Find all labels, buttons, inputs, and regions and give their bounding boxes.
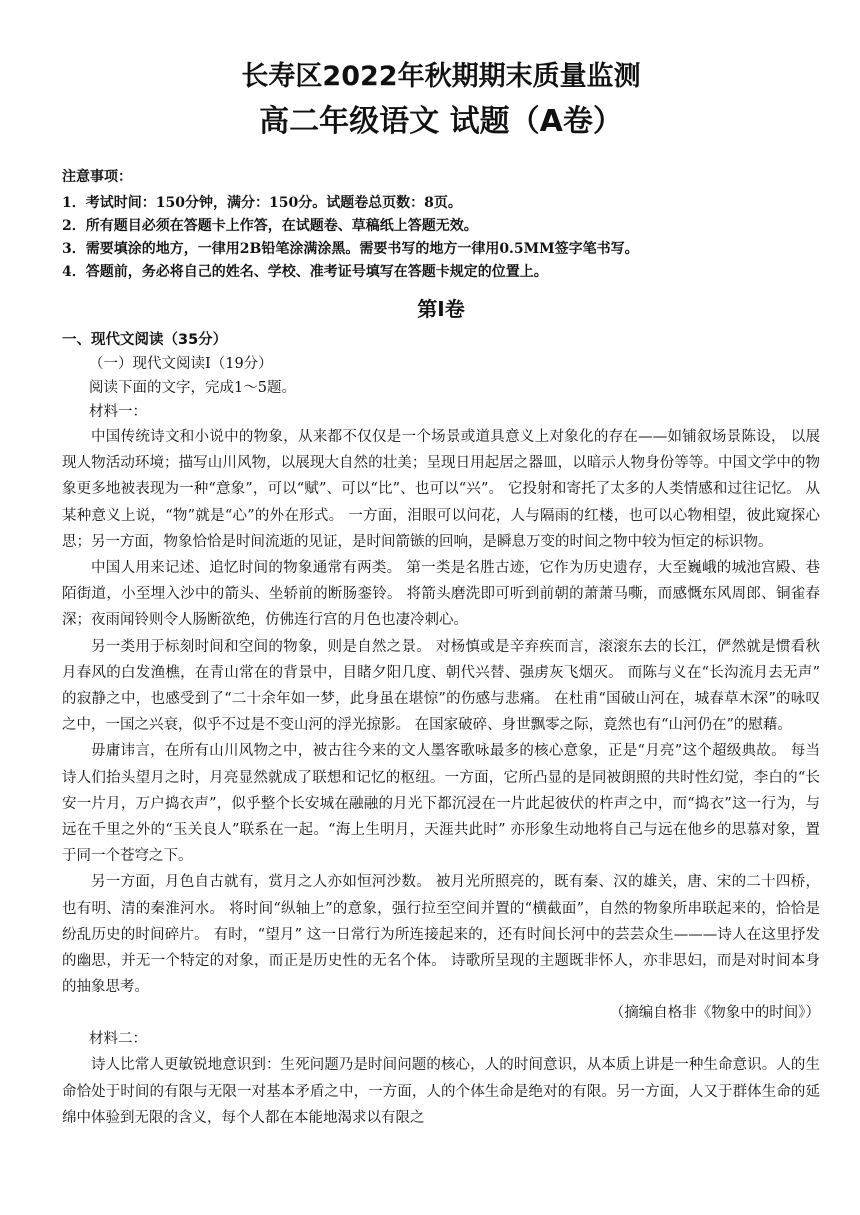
section-instruction: 阅读下面的文字，完成1～5题。	[89, 380, 296, 396]
notice-item-1: 1．考试时间：150分钟，满分：150分。试题卷总页数：8页。	[62, 195, 462, 211]
reading-section	[62, 328, 820, 1131]
notice-heading: 注意事项：	[62, 169, 132, 185]
section-subheading: （一）现代文阅读Ⅰ（19分）	[89, 356, 273, 372]
paragraph-5: 另一方面，月色自古就有，赏月之人亦如恒河沙数。 被月光所照亮的，既有秦、汉的雄关，唐、宋的二十四桥，也有明、清的秦淮河水。 将时间“纵轴上”的意象，强行拉至空间并置的“横截面”，自然的物象所串联起来的，恰恰是纷乱历史的时间碎片。 有时，“望月” 这一日常行为所连接起来的，还有时间长河中的芸芸众生———诗人在这里抒发的幽思，并无一个特定的对象，而正是历史性的无名个体。 诗歌所呈现的主题既非怀人，亦非思妇，而是对时间本身的抽象思考。	[62, 874, 820, 996]
paragraph-4: 毋庸讳言，在所有山川风物之中，被古往今来的文人墨客歌咏最多的核心意象，正是“月亮”这个超级典故。 每当诗人们抬头望月之时，月亮显然就成了联想和记忆的枢纽。一方面，它所凸显的是同被朗照的共时性幻觉，李白的“长安一片月，万户捣衣声”，似乎整个长安城在融融的月光下都沉浸在一片此起彼伏的杵声之中，而“捣衣”这一行为，与远在千里之外的“玉关良人”联系在一起。“海上生明月，天涯共此时” 亦形象生动地将自己与远在他乡的思慕对象，置于同一个苍穹之下。	[62, 743, 820, 865]
volume-label: 第I卷	[417, 297, 465, 321]
notice-item-4: 4．答题前，务必将自己的姓名、学校、准考证号填写在答题卡规定的位置上。	[62, 264, 548, 280]
material-1-label: 材料一：	[89, 404, 147, 420]
section-heading: 一、现代文阅读（35分）	[62, 332, 228, 348]
notice-item-2: 2．所有题目必须在答题卡上作答，在试题卷、草稿纸上答题无效。	[62, 218, 478, 234]
source-citation: （摘编自格非《物象中的时间》）	[609, 1005, 820, 1022]
paragraph-3: 另一类用于标刻时间和空间的物象，则是自然之景。 对杨慎或是辛弃疾而言，滚滚东去的长江，俨然就是惯看秋月春风的白发渔樵，在青山常在的背景中，目睹夕阳几度、朝代兴替、强虏灰飞烟灭。 而陈与义在“长沟流月去无声” 的寂静之中，也感受到了“二十余年如一梦，此身虽在堪惊”的伤感与悲痛。 在杜甫“国破山河在，城春草木深”的咏叹之中，一国之兴衰，似乎不过是不变山河的浮光掠影。 在国家破碎、身世飘零之际，竟然也有“山河仍在”的慰藉。	[62, 638, 820, 734]
paragraph-2: 中国人用来记述、追忆时间的物象通常有两类。 第一类是名胜古迹，它作为历史遗存，大至巍峨的城池宫殿、巷陌街道，小至埋入沙中的箭头、坐轿前的断肠銮铃。 将箭头磨洗即可听到前朝的萧萧马嘶，而感慨东风周郎、铜雀春深；夜雨闻铃则令人肠断欲绝，仿佛连行宫的月色也凄冷刺心。	[62, 560, 820, 629]
material-2-label: 材料二：	[89, 1031, 147, 1048]
paragraph-1: 中国传统诗文和小说中的物象，从来都不仅仅是一个场景或道具意义上对象化的存在——如铺叙场景陈设， 以展现人物活动环境；描写山川风物，以展现大自然的壮美；呈现日用起居之器皿，以暗示人物身份等等。中国文学中的物象更多地被表现为一种“意象”，可以“赋”、可以“比”、也可以“兴”。 它投射和寄托了太多的人类情感和过往记忆。 从某种意义上说，“物”就是“心”的外在形式。 一方面，泪眼可以问花，人与隔雨的红楼，也可以心物相望，彼此窥探心思；另一方面，物象恰恰是时间流逝的见证，是时间箭镞的回响，是瞬息万变的时间之物中较为恒定的标识物。	[62, 429, 820, 550]
material-2-paragraph: 诗人比常人更敏锐地意识到：生死问题乃是时间问题的核心，人的时间意识，从本质上讲是一种生命意识。人的生命恰处于时间的有限与无限一对基本矛盾之中，一方面，人的个体生命是绝对的有限。另一方面，人又于群体生命的延绵中体验到无限的含义，每个人都在本能地渴求以有限之	[62, 1057, 820, 1126]
notice-item-3: 3．需要填涂的地方，一律用2B铅笔涂满涂黑。需要书写的地方一律用0.5MM签字笔书写。	[62, 241, 639, 257]
notice-block	[62, 166, 820, 284]
exam-title: 长寿区2022年秋期期末质量监测	[241, 61, 641, 92]
exam-subtitle: 高二年级语文 试题（A卷）	[259, 104, 623, 139]
